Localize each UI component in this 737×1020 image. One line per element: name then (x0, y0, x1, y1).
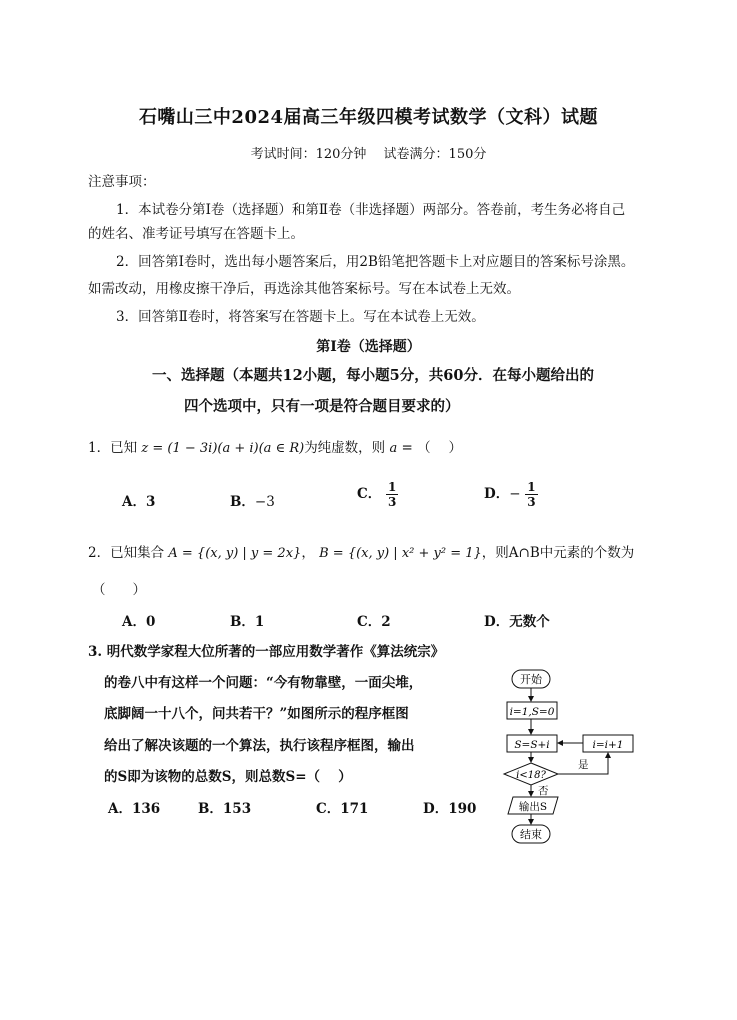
question-1-option-b[interactable] (230, 490, 275, 510)
question-3-line-3: 底脚阔一十八个，问共若干？”如图所示的程序框图 (104, 706, 409, 722)
notice-item-1-line-2: 的姓名、准考证号填写在答题卡上。 (88, 226, 304, 242)
question-1-expression: z = (1 − 3i)(a + i)(a ∈ R) (141, 441, 305, 456)
question-1-option-d[interactable] (484, 480, 538, 509)
question-3-option-c[interactable]: C．171 (316, 801, 369, 817)
option-c-fraction (386, 480, 398, 509)
option-b-label: B． (230, 494, 255, 510)
flowchart-no-label: 否 (538, 785, 549, 797)
question-2-option-d[interactable]: D．无数个 (484, 614, 550, 630)
flowchart-init-label: i=1,S=0 (509, 706, 555, 718)
exam-title: 石嘴山三中2024届高三年级四模考试数学（文科）试题 (138, 107, 599, 128)
question-2-option-a[interactable]: A．0 (122, 614, 156, 630)
notice-heading: 注意事项： (88, 174, 156, 190)
question-2-option-c[interactable]: C．2 (357, 614, 391, 630)
question-3-line-5: 的S即为该物的总数S，则总数S=（ ） (104, 769, 352, 785)
option-d-sign: − (509, 486, 521, 502)
notice-item-1-line-1: 1．本试卷分第Ⅰ卷（选择题）和第Ⅱ卷（非选择题）两部分。答卷前，考生务必将自己 (116, 202, 626, 218)
part-heading-line-2: 四个选项中，只有一项是符合题目要求的） (184, 398, 460, 415)
question-2-stem (88, 541, 634, 561)
option-c-label: C． (357, 486, 382, 502)
notice-item-3: 3．回答第Ⅱ卷时，将答案写在答题卡上。写在本试卷上无效。 (116, 309, 485, 325)
question-2-set-b: B = {(x, y) | x² + y² = 1} (319, 546, 482, 561)
question-1-prefix: 已知 (110, 440, 138, 456)
notice-item-2-line-1: 2．回答第Ⅰ卷时，选出每小题答案后，用2B铅笔把答题卡上对应题目的答案标号涂黑。 (116, 254, 635, 270)
question-3-option-b[interactable]: B．153 (198, 801, 252, 817)
option-c-denominator: 3 (387, 495, 397, 509)
question-1-variable: a (389, 441, 398, 456)
question-2-suffix: ，则A∩B中元素的个数为 (481, 545, 635, 561)
flowchart-end-label: 结束 (520, 828, 542, 841)
exam-subtitle: 考试时间：120分钟 试卷满分：150分 (250, 147, 487, 162)
question-3-line-2: 的卷八中有这样一个问题：“今有物靠壁，一面尖堆， (104, 675, 423, 691)
flowchart-decision-label: i<18? (516, 770, 546, 781)
question-1-option-a[interactable] (122, 490, 155, 510)
flowchart-output-label: 输出S (518, 801, 548, 813)
question-3-option-a[interactable]: A．136 (108, 801, 161, 817)
option-d-label: D． (484, 486, 510, 502)
option-d-fraction (525, 480, 537, 509)
question-1-middle: 为纯虚数，则 (304, 440, 386, 456)
notice-item-2-line-2: 如需改动，用橡皮擦干净后，再选涂其他答案标号。写在本试卷上无效。 (88, 281, 520, 297)
flowchart-yes-label: 是 (578, 759, 589, 771)
option-d-numerator: 1 (527, 480, 536, 494)
question-2-number: 2． (88, 545, 111, 561)
question-2-option-b[interactable]: B．1 (230, 614, 265, 630)
question-2-set-a: A = {(x, y) | y = 2x} (168, 546, 302, 561)
question-2-paren: （ ） (92, 582, 146, 598)
question-2-separator: ， (301, 545, 315, 561)
question-3-option-d[interactable]: D．190 (423, 801, 477, 817)
question-1-option-c[interactable] (357, 480, 398, 509)
program-flowchart (498, 664, 643, 849)
option-d-denominator: 3 (527, 495, 536, 509)
question-2-prefix: 已知集合 (110, 545, 165, 561)
part-heading-line-1: 一、选择题（本题共12小题，每小题5分，共60分．在每小题给出的 (152, 367, 594, 384)
section-title: 第Ⅰ卷（选择题） (316, 339, 421, 355)
question-1-suffix: = （ ） (401, 440, 462, 456)
option-a-value: 3 (145, 494, 156, 510)
question-3-line-1: 3. 明代数学家程大位所著的一部应用数学著作《算法统宗》 (88, 644, 445, 660)
question-3-line-4: 给出了解决该题的一个算法，执行该程序框图，输出 (104, 738, 415, 754)
option-b-value: −3 (254, 494, 275, 510)
option-c-numerator: 1 (387, 480, 397, 494)
flowchart-sum-label: S=S+i (514, 739, 550, 751)
question-1-number: 1． (88, 440, 111, 456)
option-a-label: A． (122, 494, 146, 510)
question-1-stem (88, 436, 462, 456)
flowchart-increment-label: i=i+1 (592, 739, 624, 751)
flowchart-start-label: 开始 (520, 673, 542, 686)
